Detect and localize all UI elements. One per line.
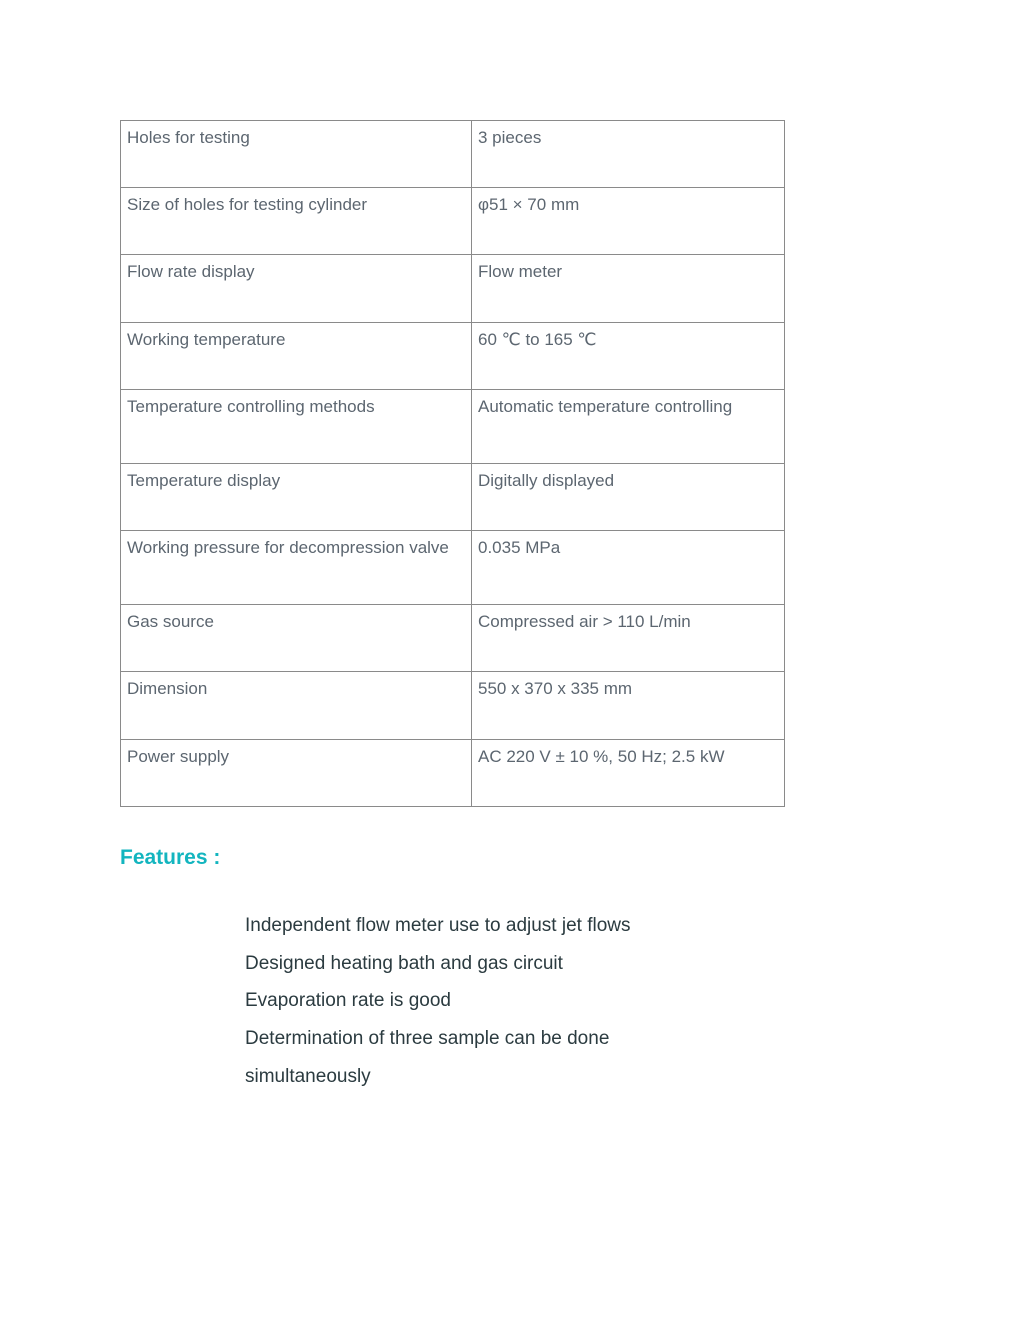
features-list (245, 907, 665, 1096)
spec-label: Gas source (121, 605, 472, 672)
spec-label: Size of holes for testing cylinder (121, 188, 472, 255)
spec-label: Flow rate display (121, 255, 472, 323)
table-row (121, 323, 785, 390)
feature-item: Determination of three sample can be done simultaneously (245, 1028, 610, 1087)
spec-value: Compressed air > 110 L/min (472, 605, 785, 672)
table-row (121, 121, 785, 188)
feature-item: Independent flow meter use to adjust jet flows (245, 915, 631, 936)
table-row (121, 531, 785, 605)
spec-value: φ51 × 70 mm (472, 188, 785, 255)
spec-value: 550 x 370 x 335 mm (472, 672, 785, 740)
spec-table (120, 120, 785, 807)
spec-label: Power supply (121, 740, 472, 807)
features-heading: Features : (120, 846, 221, 869)
spec-label: Temperature controlling methods (121, 390, 472, 464)
spec-value: 0.035 MPa (472, 531, 785, 605)
feature-item: Evaporation rate is good (245, 990, 451, 1012)
spec-value: 3 pieces (472, 121, 785, 188)
feature-item: Designed heating bath and gas circuit (245, 952, 563, 974)
spec-value: Digitally displayed (472, 464, 785, 531)
table-row (121, 605, 785, 672)
spec-label: Working temperature (121, 323, 472, 390)
table-row (121, 188, 785, 255)
spec-label: Working pressure for decompression valve (121, 531, 472, 605)
table-row (121, 255, 785, 323)
table-row (121, 740, 785, 807)
spec-value: 60 ℃ to 165 ℃ (472, 323, 785, 390)
table-row (121, 464, 785, 531)
spec-value: Flow meter (472, 255, 785, 323)
spec-value: Automatic temperature controlling (472, 390, 785, 464)
spec-label: Temperature display (121, 464, 472, 531)
spec-value: AC 220 V ± 10 %, 50 Hz; 2.5 kW (472, 740, 785, 807)
table-row (121, 672, 785, 740)
table-row (121, 390, 785, 464)
spec-label: Dimension (121, 672, 472, 740)
spec-label: Holes for testing (121, 121, 472, 188)
